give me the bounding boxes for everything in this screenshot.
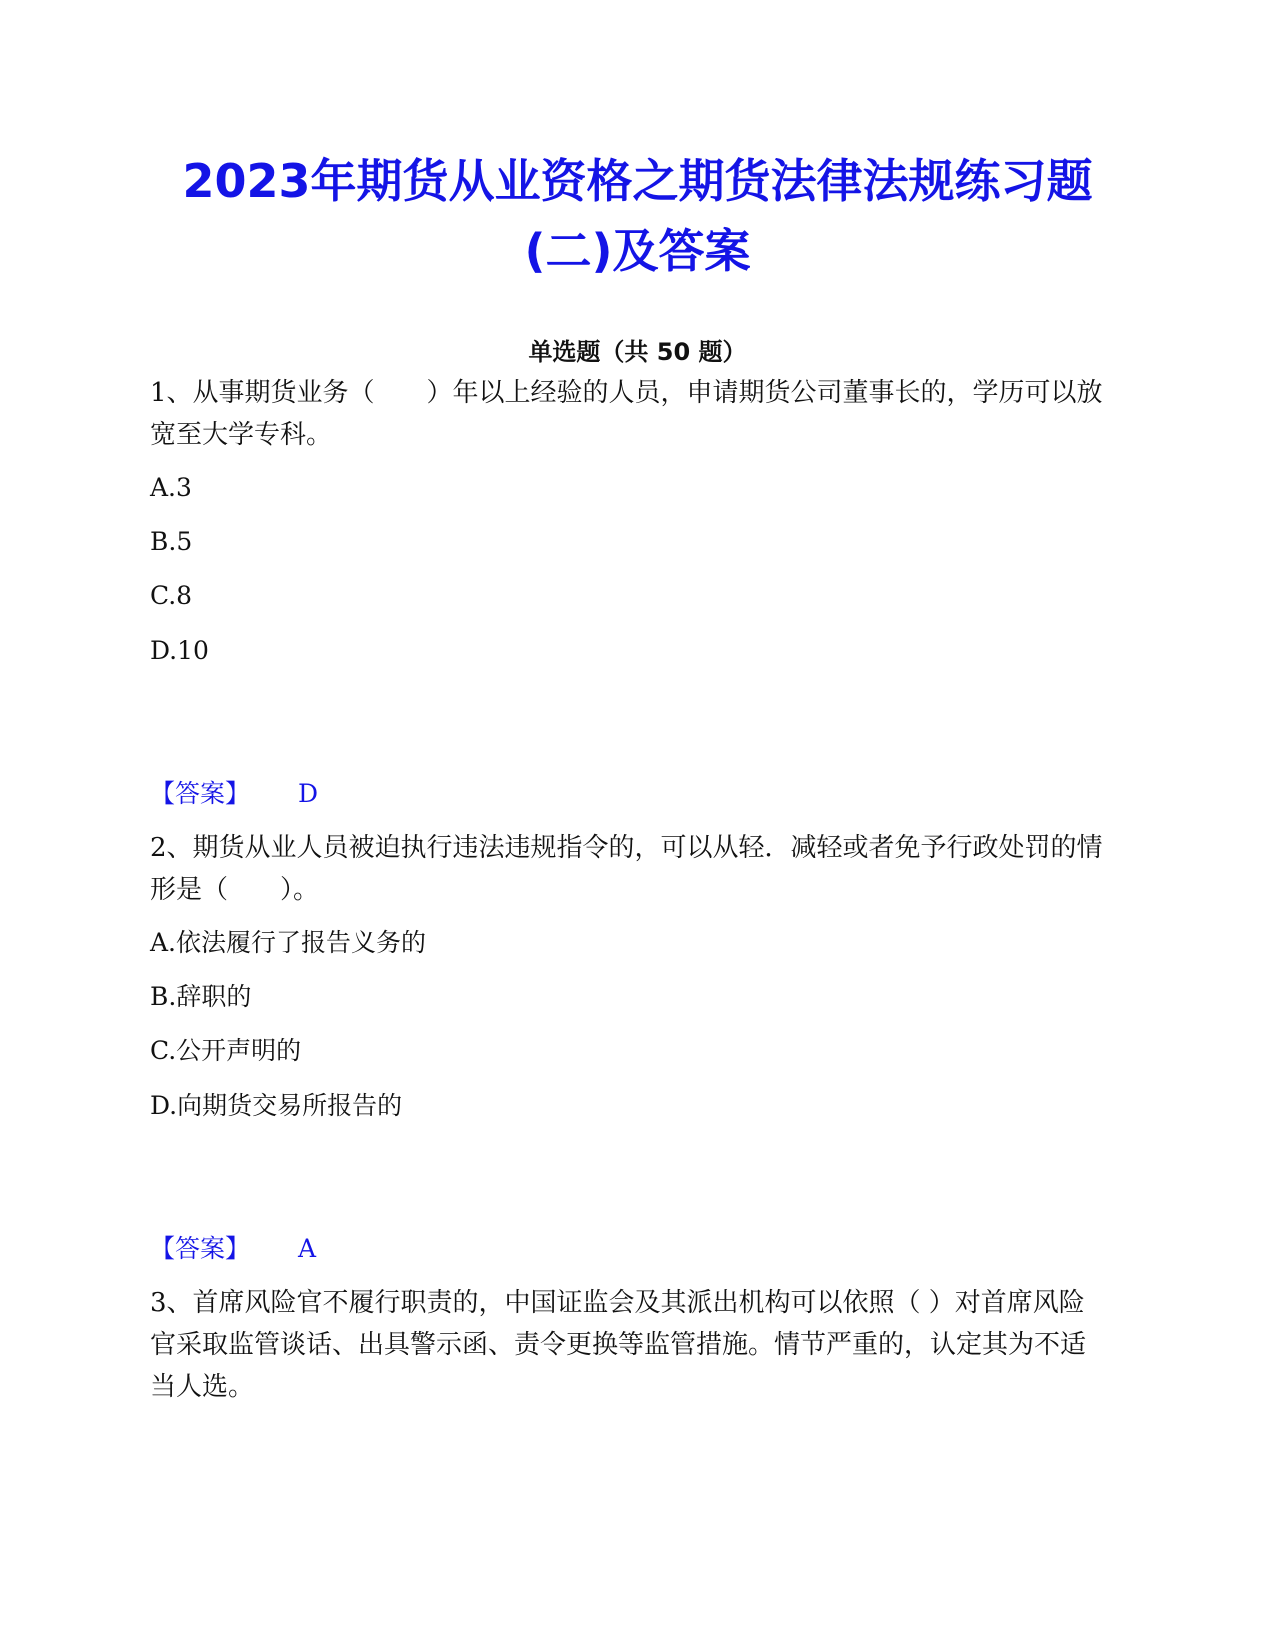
question-1-stem: 1、从事期货业务（ ）年以上经验的人员，申请期货公司董事长的，学历可以放宽至大学专科。 [150,378,1103,450]
question-3-stem: 3、首席风险官不履行职责的，中国证监会及其派出机构可以依照（ ）对首席风险官采取监管谈话、出具警示函、责令更换等监管措施。情节严重的，认定其为不适当人选。 [150,1288,1087,1402]
question-2-answer-value: A [298,1234,317,1263]
question-1-option-d: D.10 [150,636,209,665]
question-2-answer [150,1231,316,1267]
question-1-option-c: C.8 [150,581,193,610]
question-2-stem: 2、期货从业人员被迫执行违法违规指令的，可以从轻．减轻或者免予行政处罚的情形是（ ）。 [150,833,1103,905]
question-2-option-d: D.向期货交易所报告的 [150,1091,403,1120]
question-1-option-b: B.5 [150,527,193,556]
question-1-answer-label: 【答案】 [150,779,251,808]
document-title-line-2: (二)及答案 [524,224,751,278]
question-2-option-c: C.公开声明的 [150,1036,302,1065]
question-1-option-a: A.3 [150,473,192,502]
question-1-answer [150,776,318,812]
question-2-option-a: A.依法履行了报告义务的 [150,928,427,957]
document-title-line-1: 2023年期货从业资格之期货法律法规练习题 [182,154,1093,208]
question-2-option-b: B.辞职的 [150,982,252,1011]
section-heading: 单选题（共 50 题） [528,338,747,366]
question-1-answer-value: D [298,779,319,808]
question-2-answer-label: 【答案】 [150,1234,251,1263]
